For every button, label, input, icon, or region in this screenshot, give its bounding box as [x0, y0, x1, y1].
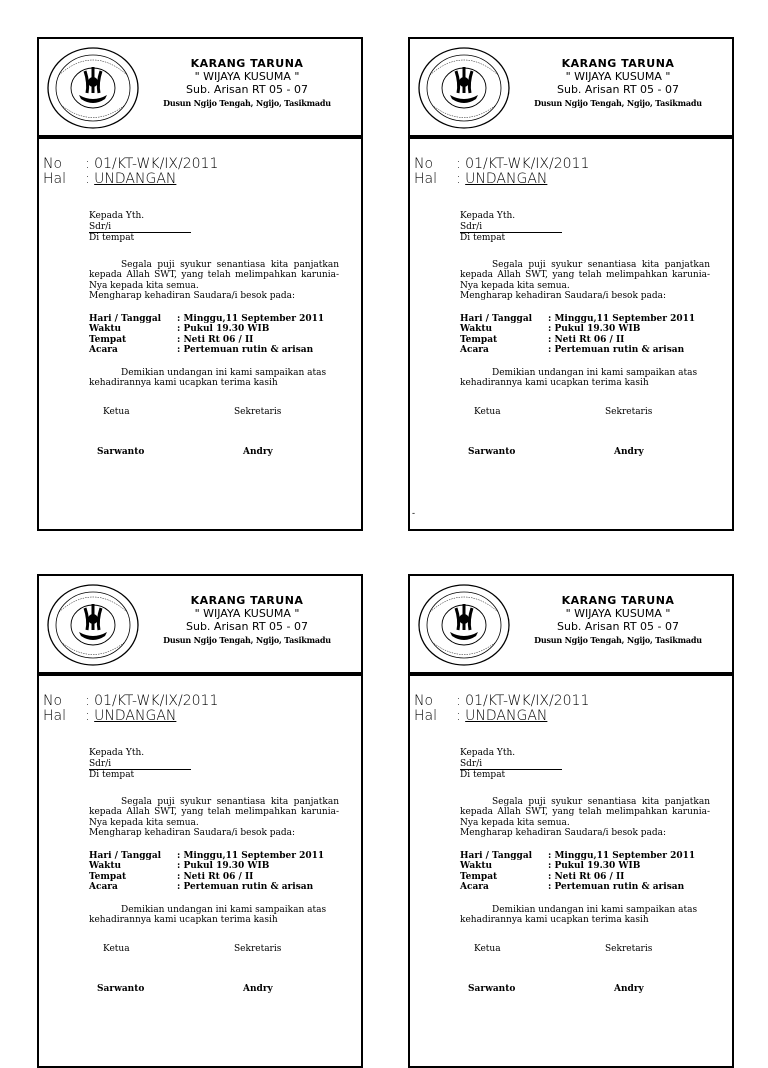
hal-value: UNDANGAN	[94, 708, 177, 724]
opening-paragraph: Segala puji syukur senantiasa kita panjatkan kepada Allah SWT, yang telah melimpahkan karunia-Nya kepada kita semua.	[460, 796, 710, 828]
signatures: Ketua Sekretaris Sarwanto Andry	[468, 406, 653, 457]
hal-label: Hal	[414, 171, 437, 187]
org-name: KARANG TARUNA	[561, 594, 675, 607]
invitation-card	[37, 574, 363, 1068]
opening-paragraph: Segala puji syukur senantiasa kita panjatkan kepada Allah SWT, yang telah melimpahkan karunia-Nya kepada kita semua.	[89, 259, 339, 291]
recipient-name-line: Sdr/i	[89, 759, 191, 771]
invitation-card	[408, 574, 734, 1068]
karang-taruna-seal-icon	[416, 582, 512, 668]
org-address: Dusun Ngijo Tengah, Ngijo, Tasikmadu	[534, 635, 702, 645]
org-name: KARANG TARUNA	[190, 57, 304, 70]
place-line: Di tempat	[89, 770, 135, 780]
signatures: Ketua Sekretaris Sarwanto Andry	[97, 406, 282, 457]
closing-paragraph: Demikian undangan ini kami sampaikan atas kehadirannya kami ucapkan terima kasih	[89, 904, 327, 925]
org-name: KARANG TARUNA	[561, 57, 675, 70]
no-value: : 01/KT-WK/IX/2011	[456, 693, 590, 709]
org-sub: Sub. Arisan RT 05 - 07	[186, 620, 308, 633]
org-unit: " WIJAYA KUSUMA "	[565, 70, 671, 83]
event-details: Hari / Tanggal : Minggu,11 September 2011 Waktu : Pukul 19.30 WIB Tempat : Neti Rt 06 / II Acara : Pertemuan rutin & arisan	[89, 313, 325, 355]
no-label: No	[43, 156, 63, 172]
org-sub: Sub. Arisan RT 05 - 07	[186, 83, 308, 96]
recipient-line: Kepada Yth.	[460, 211, 516, 221]
org-unit: " WIJAYA KUSUMA "	[194, 70, 300, 83]
signatures: Ketua Sekretaris Sarwanto Andry	[468, 943, 653, 994]
no-label: No	[414, 156, 434, 172]
letter-meta: No : 01/KT-WK/IX/2011 Hal : UNDANGAN	[414, 693, 590, 724]
place-line: Di tempat	[460, 233, 506, 243]
org-address: Dusun Ngijo Tengah, Ngijo, Tasikmadu	[534, 98, 702, 108]
letterhead	[410, 576, 732, 676]
org-address: Dusun Ngijo Tengah, Ngijo, Tasikmadu	[163, 98, 331, 108]
opening-paragraph: Segala puji syukur senantiasa kita panjatkan kepada Allah SWT, yang telah melimpahkan karunia-Nya kepada kita semua.	[460, 259, 710, 291]
hal-label: Hal	[414, 708, 437, 724]
org-unit: " WIJAYA KUSUMA "	[194, 607, 300, 620]
karang-taruna-seal-icon	[45, 45, 141, 131]
org-sub: Sub. Arisan RT 05 - 07	[557, 620, 679, 633]
event-details: Hari / Tanggal : Minggu,11 September 2011 Waktu : Pukul 19.30 WIB Tempat : Neti Rt 06 / II Acara : Pertemuan rutin & arisan	[89, 850, 325, 892]
org-sub: Sub. Arisan RT 05 - 07	[557, 83, 679, 96]
no-value: : 01/KT-WK/IX/2011	[85, 156, 219, 172]
event-details: Hari / Tanggal : Minggu,11 September 2011 Waktu : Pukul 19.30 WIB Tempat : Neti Rt 06 / II Acara : Pertemuan rutin & arisan	[460, 850, 696, 892]
opening-paragraph: Segala puji syukur senantiasa kita panjatkan kepada Allah SWT, yang telah melimpahkan karunia-Nya kepada kita semua.	[89, 796, 339, 828]
invitation-card	[408, 37, 734, 531]
no-value: : 01/KT-WK/IX/2011	[456, 156, 590, 172]
hal-value: UNDANGAN	[465, 171, 548, 187]
karang-taruna-seal-icon	[45, 582, 141, 668]
karang-taruna-seal-icon	[416, 45, 512, 131]
letter-meta: No : 01/KT-WK/IX/2011 Hal : UNDANGAN	[414, 156, 590, 187]
closing-paragraph: Demikian undangan ini kami sampaikan atas kehadirannya kami ucapkan terima kasih	[460, 904, 698, 925]
closing-paragraph: Demikian undangan ini kami sampaikan atas kehadirannya kami ucapkan terima kasih	[460, 367, 698, 388]
recipient-name-line: Sdr/i	[89, 222, 191, 234]
event-details: Hari / Tanggal : Minggu,11 September 2011 Waktu : Pukul 19.30 WIB Tempat : Neti Rt 06 / II Acara : Pertemuan rutin & arisan	[460, 313, 696, 355]
letter-meta: No : 01/KT-WK/IX/2011 Hal : UNDANGAN	[43, 693, 219, 724]
recipient-line: Kepada Yth.	[460, 748, 516, 758]
recipient-line: Kepada Yth.	[89, 211, 145, 221]
request-line: Mengharap kehadiran Saudara/i besok pada:	[460, 828, 667, 838]
letterhead	[410, 39, 732, 139]
hal-value: UNDANGAN	[465, 708, 548, 724]
recipient-name-line: Sdr/i	[460, 759, 562, 771]
no-label: No	[43, 693, 63, 709]
hal-label: Hal	[43, 171, 66, 187]
request-line: Mengharap kehadiran Saudara/i besok pada:	[89, 291, 296, 301]
closing-paragraph: Demikian undangan ini kami sampaikan atas kehadirannya kami ucapkan terima kasih	[89, 367, 327, 388]
hal-label: Hal	[43, 708, 66, 724]
request-line: Mengharap kehadiran Saudara/i besok pada:	[89, 828, 296, 838]
recipient-name-line: Sdr/i	[460, 222, 562, 234]
signatures: Ketua Sekretaris Sarwanto Andry	[97, 943, 282, 994]
org-address: Dusun Ngijo Tengah, Ngijo, Tasikmadu	[163, 635, 331, 645]
letterhead	[39, 39, 361, 139]
no-label: No	[414, 693, 434, 709]
letter-meta: No : 01/KT-WK/IX/2011 Hal : UNDANGAN	[43, 156, 219, 187]
no-value: : 01/KT-WK/IX/2011	[85, 693, 219, 709]
hal-value: UNDANGAN	[94, 171, 177, 187]
org-unit: " WIJAYA KUSUMA "	[565, 607, 671, 620]
invitation-card	[37, 37, 363, 531]
request-line: Mengharap kehadiran Saudara/i besok pada:	[460, 291, 667, 301]
stray-mark: -	[412, 509, 416, 519]
place-line: Di tempat	[89, 233, 135, 243]
place-line: Di tempat	[460, 770, 506, 780]
org-name: KARANG TARUNA	[190, 594, 304, 607]
recipient-line: Kepada Yth.	[89, 748, 145, 758]
letterhead	[39, 576, 361, 676]
